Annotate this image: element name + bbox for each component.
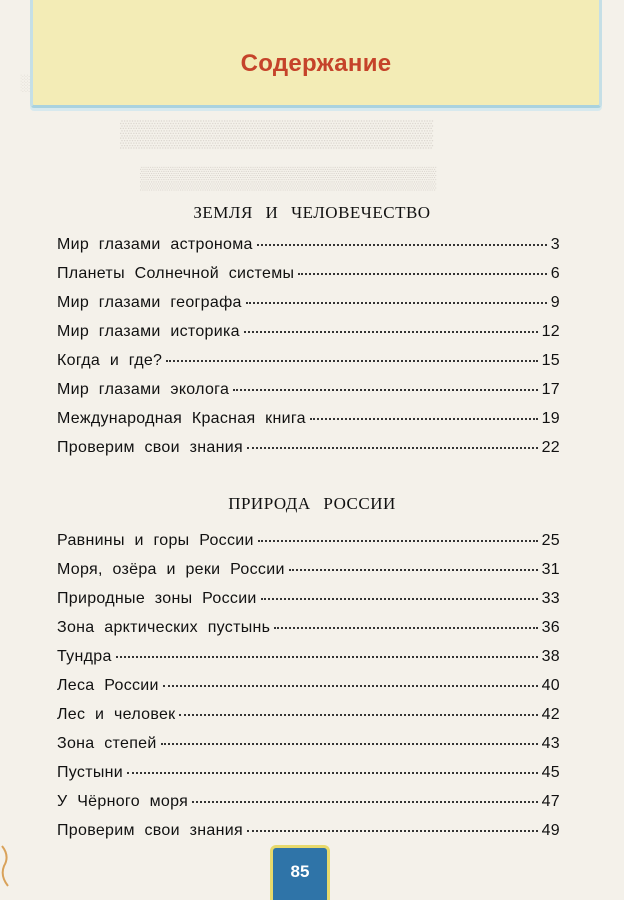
header-banner bbox=[30, 0, 602, 108]
toc-entry-page: 43 bbox=[541, 735, 560, 752]
toc-entry-page: 42 bbox=[541, 706, 560, 723]
toc-entry-label: У Чёрного моря bbox=[57, 793, 189, 810]
dot-leader bbox=[257, 244, 547, 246]
toc-entry-label: Лес и человек bbox=[57, 706, 176, 723]
toc-entry-label: Зона степей bbox=[57, 735, 157, 752]
toc-entry-label: Моря, озёра и реки России bbox=[57, 561, 285, 578]
toc-entry-page: 9 bbox=[550, 294, 560, 311]
toc-entry-label: Проверим свои знания bbox=[57, 439, 243, 456]
toc-entry bbox=[57, 793, 560, 822]
dot-leader bbox=[247, 830, 538, 832]
dot-leader bbox=[192, 801, 537, 803]
toc-entry-page: 15 bbox=[541, 352, 560, 369]
toc-entry-page: 38 bbox=[541, 648, 560, 665]
toc-entry-page: 40 bbox=[541, 677, 560, 694]
toc-entry bbox=[57, 619, 560, 648]
toc-entry-label: Природные зоны России bbox=[57, 590, 257, 607]
toc-entry-page: 22 bbox=[541, 439, 560, 456]
toc-entry bbox=[57, 381, 560, 410]
toc-entry-label: Пустыни bbox=[57, 764, 124, 781]
dot-leader bbox=[310, 418, 538, 420]
dot-leader bbox=[258, 540, 538, 542]
toc-entry-page: 17 bbox=[541, 381, 560, 398]
toc-entry bbox=[57, 294, 560, 323]
toc-entry bbox=[57, 532, 560, 561]
toc-entry bbox=[57, 735, 560, 764]
dot-leader bbox=[274, 627, 537, 629]
dot-leader bbox=[244, 331, 538, 333]
toc-entry bbox=[57, 410, 560, 439]
toc-entry-label: Леса России bbox=[57, 677, 159, 694]
toc-entry-label: Международная Красная книга bbox=[57, 410, 306, 427]
toc-entry-label: Когда и где? bbox=[57, 352, 163, 369]
dot-leader bbox=[261, 598, 538, 600]
toc-entry-label: Мир глазами эколога bbox=[57, 381, 230, 398]
toc-list bbox=[57, 532, 560, 851]
toc-entry-page: 25 bbox=[541, 532, 560, 549]
dot-leader bbox=[289, 569, 538, 571]
show-through-text: ▒▒▒▒▒▒▒▒▒▒▒▒▒▒▒▒▒ bbox=[120, 118, 434, 148]
toc-entry-page: 49 bbox=[541, 822, 560, 839]
toc-entry bbox=[57, 677, 560, 706]
toc-entry-page: 3 bbox=[550, 236, 560, 253]
dot-leader bbox=[233, 389, 537, 391]
toc-entry-label: Мир глазами астронома bbox=[57, 236, 253, 253]
toc-entry-label: Зона арктических пустынь bbox=[57, 619, 271, 636]
dot-leader bbox=[247, 447, 538, 449]
toc-entry-page: 12 bbox=[541, 323, 560, 340]
toc-entry-page: 47 bbox=[541, 793, 560, 810]
toc-entry bbox=[57, 323, 560, 352]
dot-leader bbox=[116, 656, 538, 658]
toc-entry bbox=[57, 561, 560, 590]
toc-entry-label: Мир глазами географа bbox=[57, 294, 242, 311]
page-number-badge: 85 bbox=[270, 845, 330, 900]
show-through-text: ▒▒▒▒▒▒▒▒▒▒▒▒▒▒▒▒▒▒▒ bbox=[140, 165, 437, 190]
toc-entry bbox=[57, 706, 560, 735]
toc-entry-page: 36 bbox=[541, 619, 560, 636]
dot-leader bbox=[246, 302, 547, 304]
toc-entry-page: 33 bbox=[541, 590, 560, 607]
toc-entry-label: Проверим свои знания bbox=[57, 822, 243, 839]
dot-leader bbox=[298, 273, 547, 275]
toc-entry bbox=[57, 236, 560, 265]
toc-entry-label: Тундра bbox=[57, 648, 112, 665]
toc-entry bbox=[57, 352, 560, 381]
toc-list bbox=[57, 236, 560, 468]
dot-leader bbox=[161, 743, 538, 745]
toc-entry bbox=[57, 764, 560, 793]
section-title: ПРИРОДА РОССИИ bbox=[228, 494, 396, 513]
toc-entry bbox=[57, 439, 560, 468]
dot-leader bbox=[127, 772, 538, 774]
page-title: Содержание bbox=[240, 50, 392, 77]
toc-entry-label: Мир глазами историка bbox=[57, 323, 240, 340]
toc-entry-page: 19 bbox=[541, 410, 560, 427]
toc-entry bbox=[57, 590, 560, 619]
section-title: ЗЕМЛЯ И ЧЕЛОВЕЧЕСТВО bbox=[193, 203, 431, 222]
dot-leader bbox=[166, 360, 537, 362]
toc-entry-page: 45 bbox=[541, 764, 560, 781]
toc-entry-label: Равнины и горы России bbox=[57, 532, 254, 549]
toc-entry-page: 6 bbox=[550, 265, 560, 282]
dot-leader bbox=[163, 685, 538, 687]
toc-entry bbox=[57, 265, 560, 294]
dot-leader bbox=[179, 714, 537, 716]
toc-entry-page: 31 bbox=[541, 561, 560, 578]
toc-entry-label: Планеты Солнечной системы bbox=[57, 265, 295, 282]
corner-ornament-icon bbox=[0, 842, 12, 890]
toc-entry bbox=[57, 648, 560, 677]
